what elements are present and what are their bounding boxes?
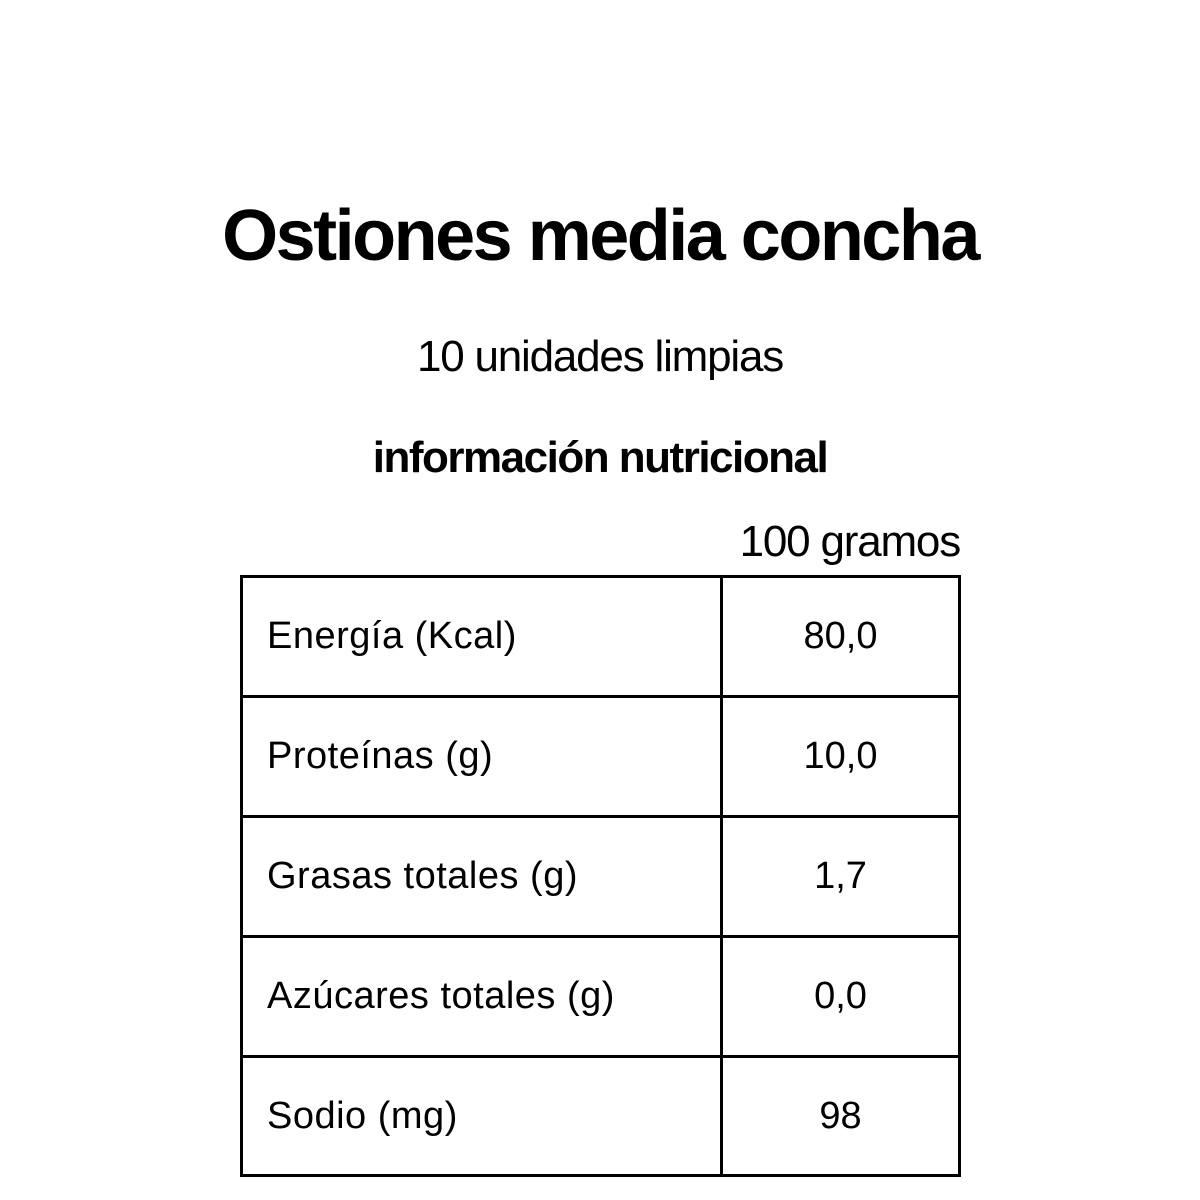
nutrient-label: Energía (Kcal) [267, 615, 517, 657]
nutrient-value: 1,7 [814, 855, 867, 897]
portion-size-label: 100 gramos [739, 517, 960, 566]
nutrition-section-title: información nutricional [372, 433, 828, 482]
nutrient-label: Sodio (mg) [267, 1095, 458, 1137]
nutrient-label: Grasas totales (g) [267, 855, 578, 897]
nutrient-label: Azúcares totales (g) [267, 975, 615, 1017]
product-subtitle: 10 unidades limpias [416, 332, 784, 381]
nutrient-value: 98 [819, 1095, 862, 1137]
table-row-azucares [243, 938, 958, 1058]
table-row-sodio [243, 1058, 958, 1174]
product-title: Ostiones media concha [222, 196, 978, 276]
nutrient-value: 0,0 [814, 975, 867, 1017]
table-row-grasas [243, 818, 958, 938]
nutrition-table [240, 575, 961, 1177]
nutrient-value: 10,0 [803, 735, 878, 777]
nutrient-label: Proteínas (g) [267, 735, 494, 777]
nutrient-value: 80,0 [803, 615, 878, 657]
table-row-proteinas [243, 698, 958, 818]
table-row-energia [243, 578, 958, 698]
